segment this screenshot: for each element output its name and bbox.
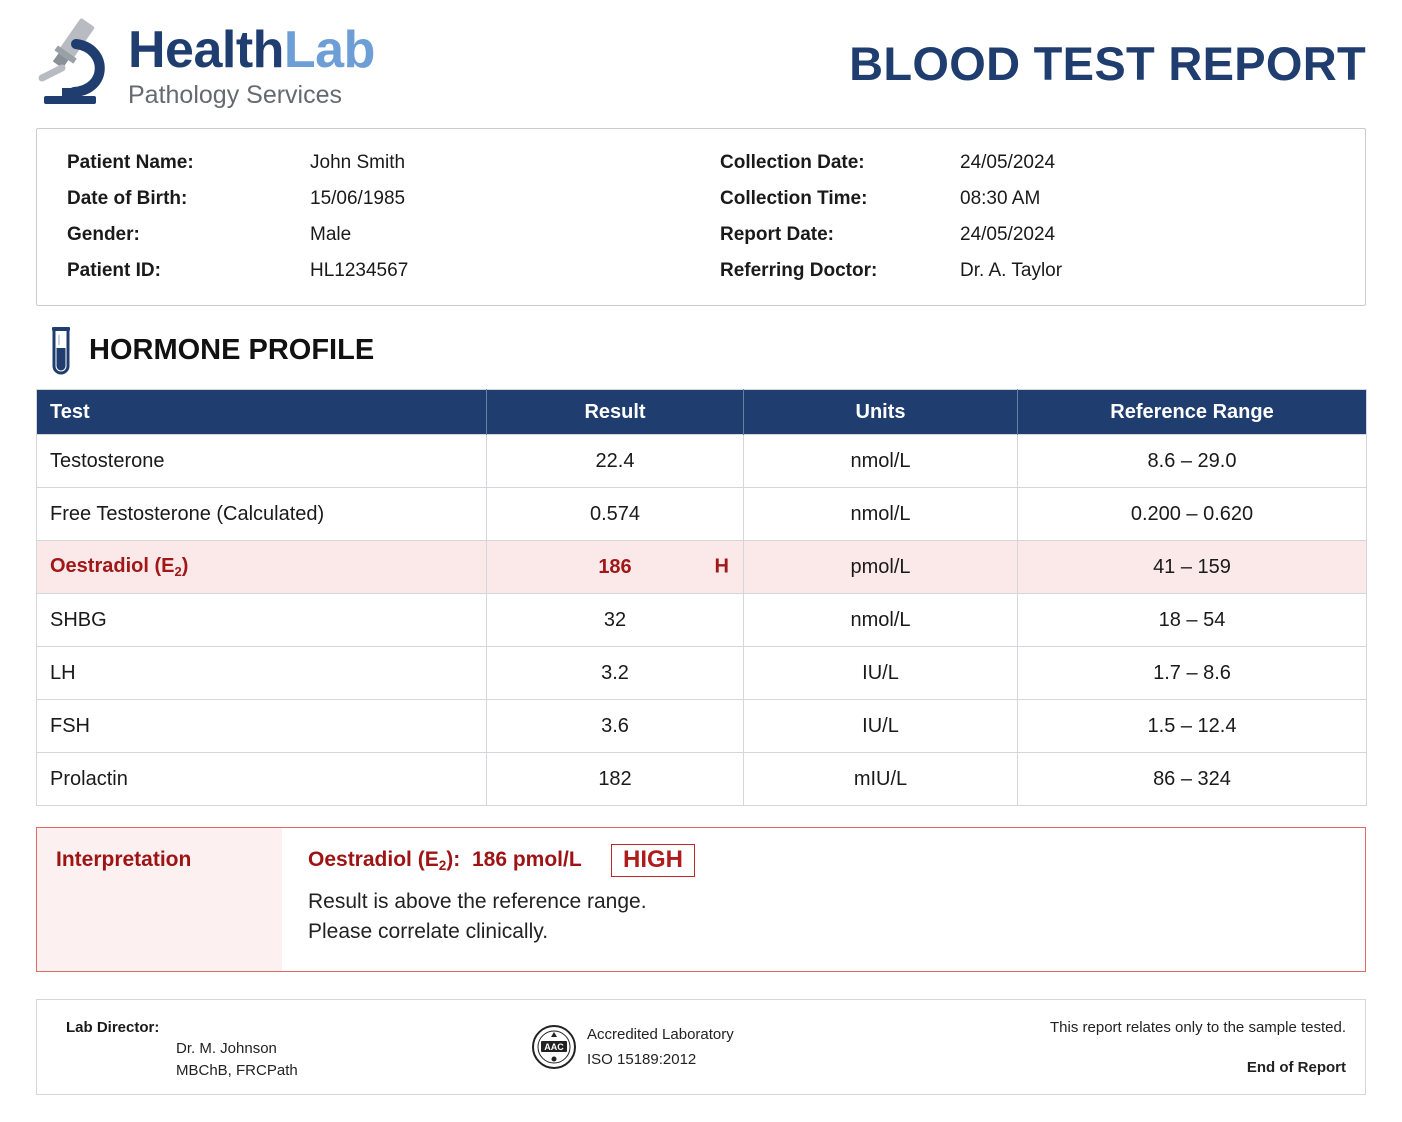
test-name: FSH: [37, 700, 487, 753]
high-flag: H: [714, 555, 729, 578]
test-name: LH: [37, 647, 487, 700]
microscope-icon: [36, 18, 108, 106]
test-range: 18 – 54: [1018, 594, 1367, 647]
interp-test-end: ):: [446, 848, 461, 871]
gender-value: Male: [310, 224, 352, 245]
dob-value: 15/06/1985: [310, 188, 406, 209]
test-name: [37, 541, 487, 594]
header-reference-range: Reference Range: [1018, 390, 1367, 435]
test-units: nmol/L: [744, 594, 1018, 647]
test-units: pmol/L: [744, 541, 1018, 594]
lab-director-qualifications: MBChB, FRCPath: [176, 1062, 298, 1079]
test-units: nmol/L: [744, 488, 1018, 541]
test-range: 0.200 – 0.620: [1018, 488, 1367, 541]
referring-doctor-label: Referring Doctor:: [720, 260, 878, 281]
iso-standard: ISO 15189:2012: [587, 1051, 697, 1068]
test-units: IU/L: [744, 647, 1018, 700]
test-name: Free Testosterone (Calculated): [37, 488, 487, 541]
test-result: 3.2: [487, 647, 744, 700]
test-name-subscript: 2: [174, 563, 182, 579]
header-units: Units: [744, 390, 1018, 435]
disclaimer: This report relates only to the sample tested.: [1050, 1019, 1346, 1036]
table-header-row: [37, 390, 1367, 435]
collection-time-label: Collection Time:: [720, 188, 868, 209]
brand: [128, 22, 375, 110]
referring-doctor-value: Dr. A. Taylor: [960, 260, 1063, 281]
high-badge: HIGH: [611, 844, 695, 877]
patient-name-value: John Smith: [310, 152, 406, 173]
collection-time-value: 08:30 AM: [960, 188, 1041, 209]
brand-subtitle: Pathology Services: [128, 81, 343, 109]
table-row: [37, 594, 1367, 647]
brand-name-health: Health: [128, 21, 284, 79]
test-result-cell: [487, 541, 744, 594]
lab-director-name: Dr. M. Johnson: [176, 1040, 277, 1057]
report-date-value: 24/05/2024: [960, 224, 1056, 245]
test-name: Prolactin: [37, 753, 487, 806]
collection-date-value: 24/05/2024: [960, 152, 1056, 173]
lab-director-label: Lab Director:: [66, 1019, 160, 1036]
brand-name-lab: Lab: [283, 21, 375, 79]
gender-label: Gender:: [67, 224, 140, 245]
interp-value: 186 pmol/L: [471, 848, 582, 871]
test-name-end: ): [181, 555, 189, 578]
dob-label: Date of Birth:: [67, 188, 188, 209]
interpretation-line-2: Please correlate clinically.: [308, 920, 549, 943]
test-result: 182: [487, 753, 744, 806]
end-of-report: End of Report: [1246, 1059, 1346, 1076]
interp-test-subscript: 2: [438, 858, 447, 874]
header-result: Result: [487, 390, 744, 435]
test-tube-icon: [48, 326, 74, 376]
test-units: nmol/L: [744, 435, 1018, 488]
interpretation-box: [36, 827, 1366, 972]
results-table: [36, 389, 1367, 806]
collection-date-label: Collection Date:: [720, 152, 865, 173]
table-row: [37, 435, 1367, 488]
test-result: 0.574: [487, 488, 744, 541]
interpretation-heading: [308, 848, 582, 873]
report-date-label: Report Date:: [720, 224, 835, 245]
header-test: Test: [37, 390, 487, 435]
table-row: [37, 647, 1367, 700]
test-range: 1.5 – 12.4: [1018, 700, 1367, 753]
test-units: mIU/L: [744, 753, 1018, 806]
table-row-high: [37, 541, 1367, 594]
test-name: Testosterone: [37, 435, 487, 488]
patient-info-box: [36, 128, 1366, 306]
test-result: 22.4: [487, 435, 744, 488]
test-name: SHBG: [37, 594, 487, 647]
test-result: 32: [487, 594, 744, 647]
report-footer: [36, 999, 1366, 1095]
seal-text: AAC: [544, 1042, 564, 1052]
hormone-profile-section: [48, 326, 448, 376]
section-title: HORMONE PROFILE: [89, 334, 375, 366]
interp-test-main: Oestradiol (E: [308, 848, 439, 871]
accredited-laboratory: Accredited Laboratory: [587, 1026, 734, 1043]
patient-id-value: HL1234567: [310, 260, 409, 281]
accreditation-seal-icon: [531, 1024, 577, 1070]
test-range: 86 – 324: [1018, 753, 1367, 806]
test-range: 8.6 – 29.0: [1018, 435, 1367, 488]
test-range: 1.7 – 8.6: [1018, 647, 1367, 700]
brand-name: [128, 22, 375, 78]
test-result: 186: [598, 555, 632, 578]
report-header: [36, 18, 1366, 110]
test-name-main: Oestradiol (E: [50, 555, 175, 578]
patient-name-label: Patient Name:: [67, 152, 194, 173]
test-units: IU/L: [744, 700, 1018, 753]
interpretation-label: Interpretation: [56, 848, 192, 871]
patient-id-label: Patient ID:: [67, 260, 161, 281]
table-row: [37, 700, 1367, 753]
table-row: [37, 753, 1367, 806]
test-range: 41 – 159: [1018, 541, 1367, 594]
interpretation-line-1: Result is above the reference range.: [308, 890, 647, 913]
test-result: 3.6: [487, 700, 744, 753]
report-title: BLOOD TEST REPORT: [849, 37, 1366, 90]
table-row: [37, 488, 1367, 541]
